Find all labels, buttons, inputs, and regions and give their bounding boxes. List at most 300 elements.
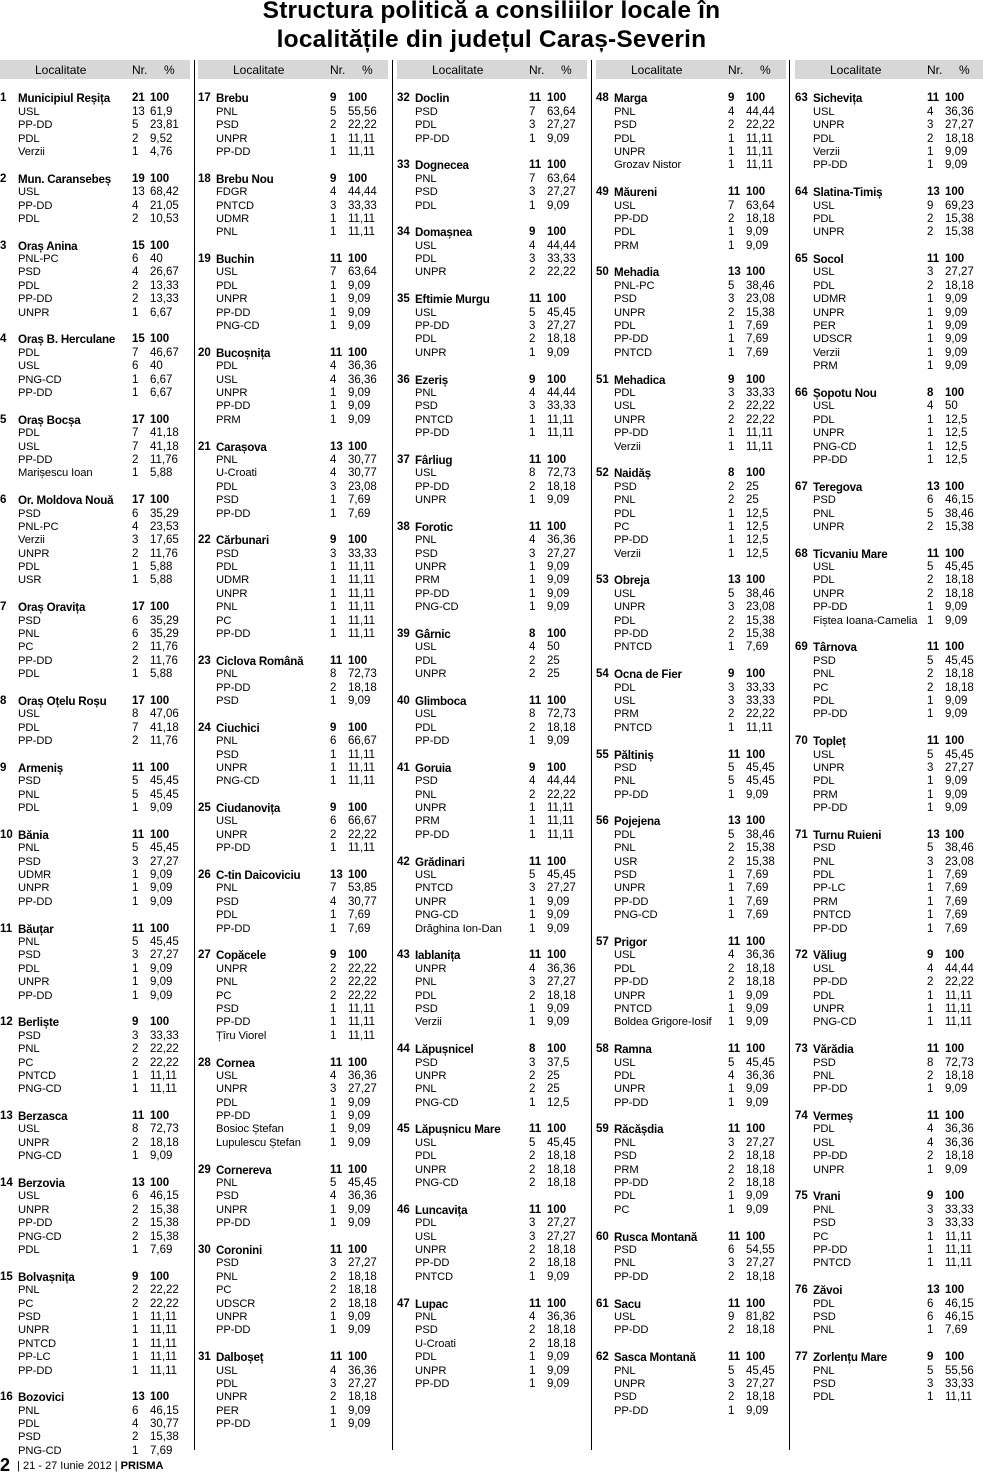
party-row — [596, 615, 786, 628]
party-name: PNL — [813, 1364, 835, 1377]
party-seats: 5 — [529, 1136, 536, 1149]
party-percent: 21,05 — [150, 199, 179, 212]
party-row — [795, 1164, 983, 1177]
party-row — [596, 601, 786, 614]
locality-percent: 100 — [150, 172, 170, 185]
party-row — [198, 1311, 388, 1324]
party-name: PNG-CD — [18, 1444, 62, 1457]
party-percent: 18,18 — [547, 1177, 576, 1190]
party-percent: 11,11 — [348, 1029, 376, 1042]
party-row — [0, 1083, 190, 1096]
party-name: Grozav Nistor — [614, 159, 682, 172]
locality-heading — [795, 481, 983, 494]
party-percent: 45,45 — [746, 1364, 775, 1377]
party-percent: 11,11 — [945, 989, 973, 1002]
party-name: USL — [415, 467, 437, 480]
party-percent: 45,45 — [150, 788, 179, 801]
locality-seats: 21 — [132, 92, 145, 105]
party-name: PNL-PC — [614, 279, 655, 292]
party-row — [0, 1231, 190, 1244]
party-row — [198, 923, 388, 936]
locality-heading — [397, 1123, 587, 1136]
party-row — [397, 481, 587, 494]
party-seats: 3 — [330, 1377, 337, 1390]
party-name: PER — [216, 1404, 239, 1417]
locality-percent: 100 — [348, 1163, 368, 1176]
party-seats: 9 — [728, 1310, 735, 1323]
party-name: PNTCD — [18, 1337, 57, 1350]
party-row — [596, 106, 786, 119]
party-name: PSD — [614, 119, 637, 132]
party-seats: 1 — [330, 320, 337, 333]
locality-name: Ramna — [614, 1043, 652, 1057]
party-seats: 1 — [927, 895, 934, 908]
party-percent: 12,5 — [746, 547, 769, 560]
party-percent: 22,22 — [746, 400, 775, 413]
party-name: PDL — [216, 279, 238, 292]
party-seats: 2 — [728, 855, 735, 868]
party-row — [596, 240, 786, 253]
party-percent: 11,11 — [348, 842, 376, 855]
locality-entry — [198, 1351, 388, 1431]
party-name: Verzii — [18, 534, 45, 547]
party-percent: 11,76 — [150, 654, 178, 667]
locality-heading — [198, 1244, 388, 1257]
party-seats: 1 — [132, 1364, 139, 1377]
party-row — [0, 1043, 190, 1056]
party-name: PP-DD — [614, 1404, 649, 1417]
party-seats: 1 — [330, 574, 337, 587]
locality-seats: 11 — [529, 949, 542, 962]
party-row — [198, 454, 388, 467]
party-row — [397, 106, 587, 119]
party-row — [0, 641, 190, 654]
party-name: PDL — [614, 614, 636, 627]
party-percent: 9,09 — [348, 320, 371, 333]
party-percent: 6,67 — [150, 306, 173, 319]
header-localitate: Localitate — [432, 63, 484, 77]
party-name: PNL — [614, 105, 636, 118]
party-percent: 11,11 — [348, 574, 376, 587]
party-row — [397, 601, 587, 614]
party-seats: 1 — [132, 373, 139, 386]
party-name: PNL — [415, 976, 437, 989]
locality-name: Brebu Nou — [216, 172, 274, 186]
party-seats: 1 — [330, 494, 337, 507]
party-name: UNPR — [813, 587, 845, 600]
locality-heading — [198, 1057, 388, 1070]
party-name: PP-LC — [18, 1351, 51, 1364]
party-name: PP-DD — [18, 293, 53, 306]
party-row — [198, 1284, 388, 1297]
party-percent: 11,11 — [547, 815, 575, 828]
party-seats: 1 — [529, 494, 536, 507]
party-name: PP-DD — [614, 1270, 649, 1283]
party-name: PP-DD — [614, 628, 649, 641]
locality-entry — [0, 829, 190, 909]
party-percent: 9,09 — [746, 1002, 769, 1015]
party-seats: 1 — [927, 882, 934, 895]
locality-number: 31 — [198, 1351, 211, 1364]
party-name: PSD — [216, 1190, 239, 1203]
party-name: PSD — [18, 1029, 41, 1042]
party-row — [596, 990, 786, 1003]
party-name: PSD — [415, 1324, 438, 1337]
party-row — [198, 133, 388, 146]
locality-name: Teregova — [813, 480, 863, 494]
party-row — [397, 574, 587, 587]
party-row — [596, 856, 786, 869]
locality-heading — [198, 722, 388, 735]
party-name: UNPR — [216, 293, 248, 306]
party-percent: 11,11 — [348, 614, 376, 627]
locality-name: Sichevița — [813, 92, 863, 106]
party-row — [397, 467, 587, 480]
party-seats: 5 — [927, 507, 934, 520]
party-name: PP-DD — [18, 735, 53, 748]
party-name: PSD — [216, 1002, 239, 1015]
party-row — [596, 842, 786, 855]
party-seats: 1 — [132, 467, 139, 480]
party-percent: 9,09 — [547, 895, 570, 908]
locality-entry — [198, 173, 388, 240]
party-percent: 11,11 — [150, 1364, 178, 1377]
party-percent: 18,18 — [547, 989, 576, 1002]
locality-heading — [0, 1177, 190, 1190]
party-percent: 7,69 — [746, 346, 769, 359]
party-name: PSD — [813, 1217, 836, 1230]
party-row — [198, 628, 388, 641]
party-name: PSD — [18, 855, 41, 868]
party-percent: 45,45 — [945, 561, 974, 574]
party-seats: 5 — [529, 306, 536, 319]
party-percent: 15,38 — [150, 1230, 179, 1243]
party-percent: 27,27 — [945, 119, 974, 132]
party-percent: 12,5 — [547, 1096, 570, 1109]
party-name: PDL — [813, 869, 835, 882]
party-row — [0, 842, 190, 855]
locality-number: 65 — [795, 253, 808, 266]
party-percent: 9,09 — [150, 989, 173, 1002]
locality-number: 75 — [795, 1190, 808, 1203]
party-percent: 18,18 — [945, 1069, 974, 1082]
locality-percent: 100 — [348, 253, 368, 266]
party-row — [397, 963, 587, 976]
locality-percent: 100 — [547, 1203, 567, 1216]
party-seats: 1 — [529, 601, 536, 614]
party-row — [198, 1298, 388, 1311]
party-seats: 1 — [927, 922, 934, 935]
party-row — [596, 1257, 786, 1270]
party-name: UNPR — [813, 226, 845, 239]
party-percent: 22,22 — [150, 1297, 179, 1310]
party-percent: 9,09 — [945, 775, 968, 788]
party-seats: 4 — [927, 105, 934, 118]
party-percent: 35,29 — [150, 507, 179, 520]
party-seats: 1 — [132, 895, 139, 908]
party-row — [795, 561, 983, 574]
party-seats: 3 — [927, 761, 934, 774]
locality-seats: 11 — [330, 346, 343, 359]
party-percent: 27,27 — [348, 1083, 377, 1096]
party-row — [0, 293, 190, 306]
party-seats: 2 — [330, 1270, 337, 1283]
party-name: PDL — [415, 333, 437, 346]
party-percent: 22,22 — [348, 989, 377, 1002]
party-seats: 1 — [728, 1016, 735, 1029]
party-seats: 2 — [927, 1150, 934, 1163]
party-seats: 1 — [330, 1203, 337, 1216]
party-percent: 7,69 — [746, 909, 769, 922]
locality-entry — [198, 1164, 388, 1231]
party-name: PSD — [813, 1310, 836, 1323]
party-seats: 1 — [330, 614, 337, 627]
party-row — [198, 508, 388, 521]
party-seats: 1 — [132, 145, 139, 158]
locality-seats: 11 — [927, 92, 940, 105]
party-percent: 11,11 — [348, 775, 376, 788]
party-row — [596, 1365, 786, 1378]
party-percent: 9,09 — [348, 386, 371, 399]
party-seats: 3 — [728, 1136, 735, 1149]
header-localitate: Localitate — [35, 63, 87, 77]
party-name: PNTCD — [614, 721, 653, 734]
party-name: UNPR — [415, 962, 447, 975]
party-percent: 15,38 — [150, 1203, 179, 1216]
party-name: PNL — [813, 668, 835, 681]
party-name: PP-DD — [813, 802, 848, 815]
party-percent: 9,09 — [945, 601, 968, 614]
locality-heading — [397, 856, 587, 869]
party-row — [795, 963, 983, 976]
party-row — [795, 400, 983, 413]
party-seats: 2 — [529, 1243, 536, 1256]
locality-heading — [198, 949, 388, 962]
party-percent: 18,18 — [945, 132, 974, 145]
locality-number: 50 — [596, 266, 609, 279]
party-seats: 1 — [330, 1418, 337, 1431]
party-row — [198, 668, 388, 681]
locality-percent: 100 — [547, 855, 567, 868]
party-percent: 11,11 — [945, 1257, 973, 1270]
party-row — [397, 534, 587, 547]
locality-entry — [198, 253, 388, 333]
party-seats: 1 — [132, 574, 139, 587]
party-seats: 4 — [927, 962, 934, 975]
party-row — [397, 1351, 587, 1364]
party-seats: 1 — [927, 614, 934, 627]
party-row — [198, 226, 388, 239]
party-percent: 12,5 — [945, 453, 968, 466]
party-seats: 5 — [728, 1056, 735, 1069]
party-percent: 33,33 — [746, 694, 775, 707]
locality-entry — [795, 186, 983, 240]
table-header — [198, 60, 388, 79]
locality-percent: 100 — [150, 333, 170, 346]
locality-entry — [0, 494, 190, 588]
party-row — [198, 374, 388, 387]
party-name: PNTCD — [216, 199, 255, 212]
party-seats: 2 — [529, 1150, 536, 1163]
locality-seats: 11 — [132, 828, 145, 841]
party-percent: 72,73 — [150, 1123, 179, 1136]
party-seats: 2 — [728, 614, 735, 627]
party-percent: 45,45 — [547, 869, 576, 882]
party-row — [198, 976, 388, 989]
locality-entry — [596, 92, 786, 172]
party-row — [795, 1137, 983, 1150]
party-row — [596, 1150, 786, 1163]
party-seats: 1 — [132, 869, 139, 882]
party-row — [596, 1204, 786, 1217]
party-percent: 9,09 — [945, 320, 968, 333]
party-row — [198, 588, 388, 601]
party-name: UNPR — [216, 132, 248, 145]
party-name: PP-DD — [216, 842, 251, 855]
party-percent: 68,42 — [150, 186, 179, 199]
party-seats: 3 — [529, 186, 536, 199]
party-percent: 9,09 — [746, 1203, 769, 1216]
party-row — [795, 842, 983, 855]
party-percent: 9,09 — [945, 159, 968, 172]
locality-name: Bolvașnița — [18, 1270, 75, 1284]
party-percent: 9,09 — [746, 1016, 769, 1029]
party-name: PER — [813, 320, 836, 333]
party-row — [198, 815, 388, 828]
party-percent: 7,69 — [945, 895, 968, 908]
party-percent: 25 — [547, 1083, 560, 1096]
party-seats: 1 — [927, 708, 934, 721]
party-seats: 1 — [529, 1364, 536, 1377]
party-percent: 63,64 — [547, 172, 576, 185]
party-seats: 4 — [330, 895, 337, 908]
party-name: PNG-CD — [18, 1150, 62, 1163]
party-percent: 36,36 — [945, 1123, 974, 1136]
party-name: PP-DD — [216, 400, 251, 413]
party-seats: 1 — [330, 293, 337, 306]
party-row — [397, 1338, 587, 1351]
locality-number: 19 — [198, 253, 211, 266]
party-name: U-Croati — [415, 1337, 456, 1350]
party-name: USL — [614, 199, 636, 212]
party-name: PDL — [415, 1150, 437, 1163]
party-percent: 27,27 — [150, 855, 179, 868]
party-name: Boldea Grigore-Iosif — [614, 1016, 712, 1029]
locality-percent: 100 — [547, 1043, 567, 1056]
party-row — [795, 1378, 983, 1391]
party-name: PSD — [18, 1431, 41, 1444]
party-row — [596, 1271, 786, 1284]
party-name: UNPR — [415, 1243, 447, 1256]
locality-seats: 11 — [529, 694, 542, 707]
party-row — [0, 1284, 190, 1297]
party-seats: 2 — [132, 641, 139, 654]
party-name: PNL — [216, 882, 238, 895]
party-row — [198, 1097, 388, 1110]
party-seats: 2 — [529, 788, 536, 801]
party-row — [397, 655, 587, 668]
locality-number: 33 — [397, 159, 410, 172]
locality-percent: 100 — [150, 1110, 170, 1123]
party-percent: 36,36 — [746, 949, 775, 962]
party-seats: 1 — [927, 1230, 934, 1243]
party-percent: 25 — [547, 668, 560, 681]
locality-name: Măureni — [614, 186, 658, 200]
locality-name: Oraș Oțelu Roșu — [18, 694, 107, 708]
party-seats: 1 — [132, 1351, 139, 1364]
party-row — [0, 561, 190, 574]
party-percent: 7,69 — [945, 1324, 968, 1337]
party-percent: 9,09 — [547, 1016, 570, 1029]
party-percent: 45,45 — [945, 748, 974, 761]
locality-number: 42 — [397, 855, 410, 868]
party-name: PNL — [18, 1043, 40, 1056]
locality-entry — [795, 253, 983, 374]
party-seats: 2 — [927, 587, 934, 600]
locality-number: 34 — [397, 226, 410, 239]
locality-seats: 11 — [927, 735, 940, 748]
locality-name: Mun. Caransebeș — [18, 172, 111, 186]
locality-percent: 100 — [746, 1043, 766, 1056]
party-name: PNL — [18, 842, 40, 855]
party-percent: 9,09 — [945, 346, 968, 359]
party-row — [198, 1324, 388, 1337]
party-row — [0, 615, 190, 628]
party-row — [795, 106, 983, 119]
locality-percent: 100 — [547, 761, 567, 774]
party-row — [795, 133, 983, 146]
party-percent: 7,69 — [348, 507, 371, 520]
party-percent: 18,18 — [945, 681, 974, 694]
locality-percent: 100 — [150, 922, 170, 935]
locality-percent: 100 — [150, 92, 170, 105]
party-percent: 18,18 — [945, 574, 974, 587]
locality-name: Ciuchici — [216, 721, 260, 735]
locality-name: Gârnic — [415, 628, 451, 642]
party-percent: 11,11 — [348, 748, 376, 761]
party-row — [198, 1016, 388, 1029]
party-name: PDL — [216, 561, 238, 574]
table-header — [596, 60, 786, 79]
locality-heading — [0, 1110, 190, 1123]
party-percent: 9,09 — [547, 601, 570, 614]
party-percent: 33,33 — [746, 386, 775, 399]
party-name: PNTCD — [415, 1270, 454, 1283]
locality-entry — [397, 521, 587, 615]
party-name: UNPR — [415, 494, 447, 507]
party-row — [596, 1244, 786, 1257]
party-percent: 55,56 — [348, 105, 377, 118]
locality-entry — [795, 1110, 983, 1177]
party-name: PRM — [614, 239, 639, 252]
party-percent: 22,22 — [746, 119, 775, 132]
party-row — [0, 186, 190, 199]
party-row — [0, 1204, 190, 1217]
party-row — [397, 494, 587, 507]
locality-entry — [397, 1123, 587, 1190]
header-localitate: Localitate — [631, 63, 683, 77]
party-row — [596, 213, 786, 226]
party-seats: 2 — [728, 976, 735, 989]
locality-percent: 100 — [547, 293, 567, 306]
party-row — [795, 655, 983, 668]
party-percent: 45,45 — [150, 842, 179, 855]
locality-number: 56 — [596, 815, 609, 828]
party-name: PRM — [216, 413, 241, 426]
party-name: PRM — [614, 708, 639, 721]
party-seats: 2 — [927, 212, 934, 225]
locality-name: Carașova — [216, 440, 267, 454]
